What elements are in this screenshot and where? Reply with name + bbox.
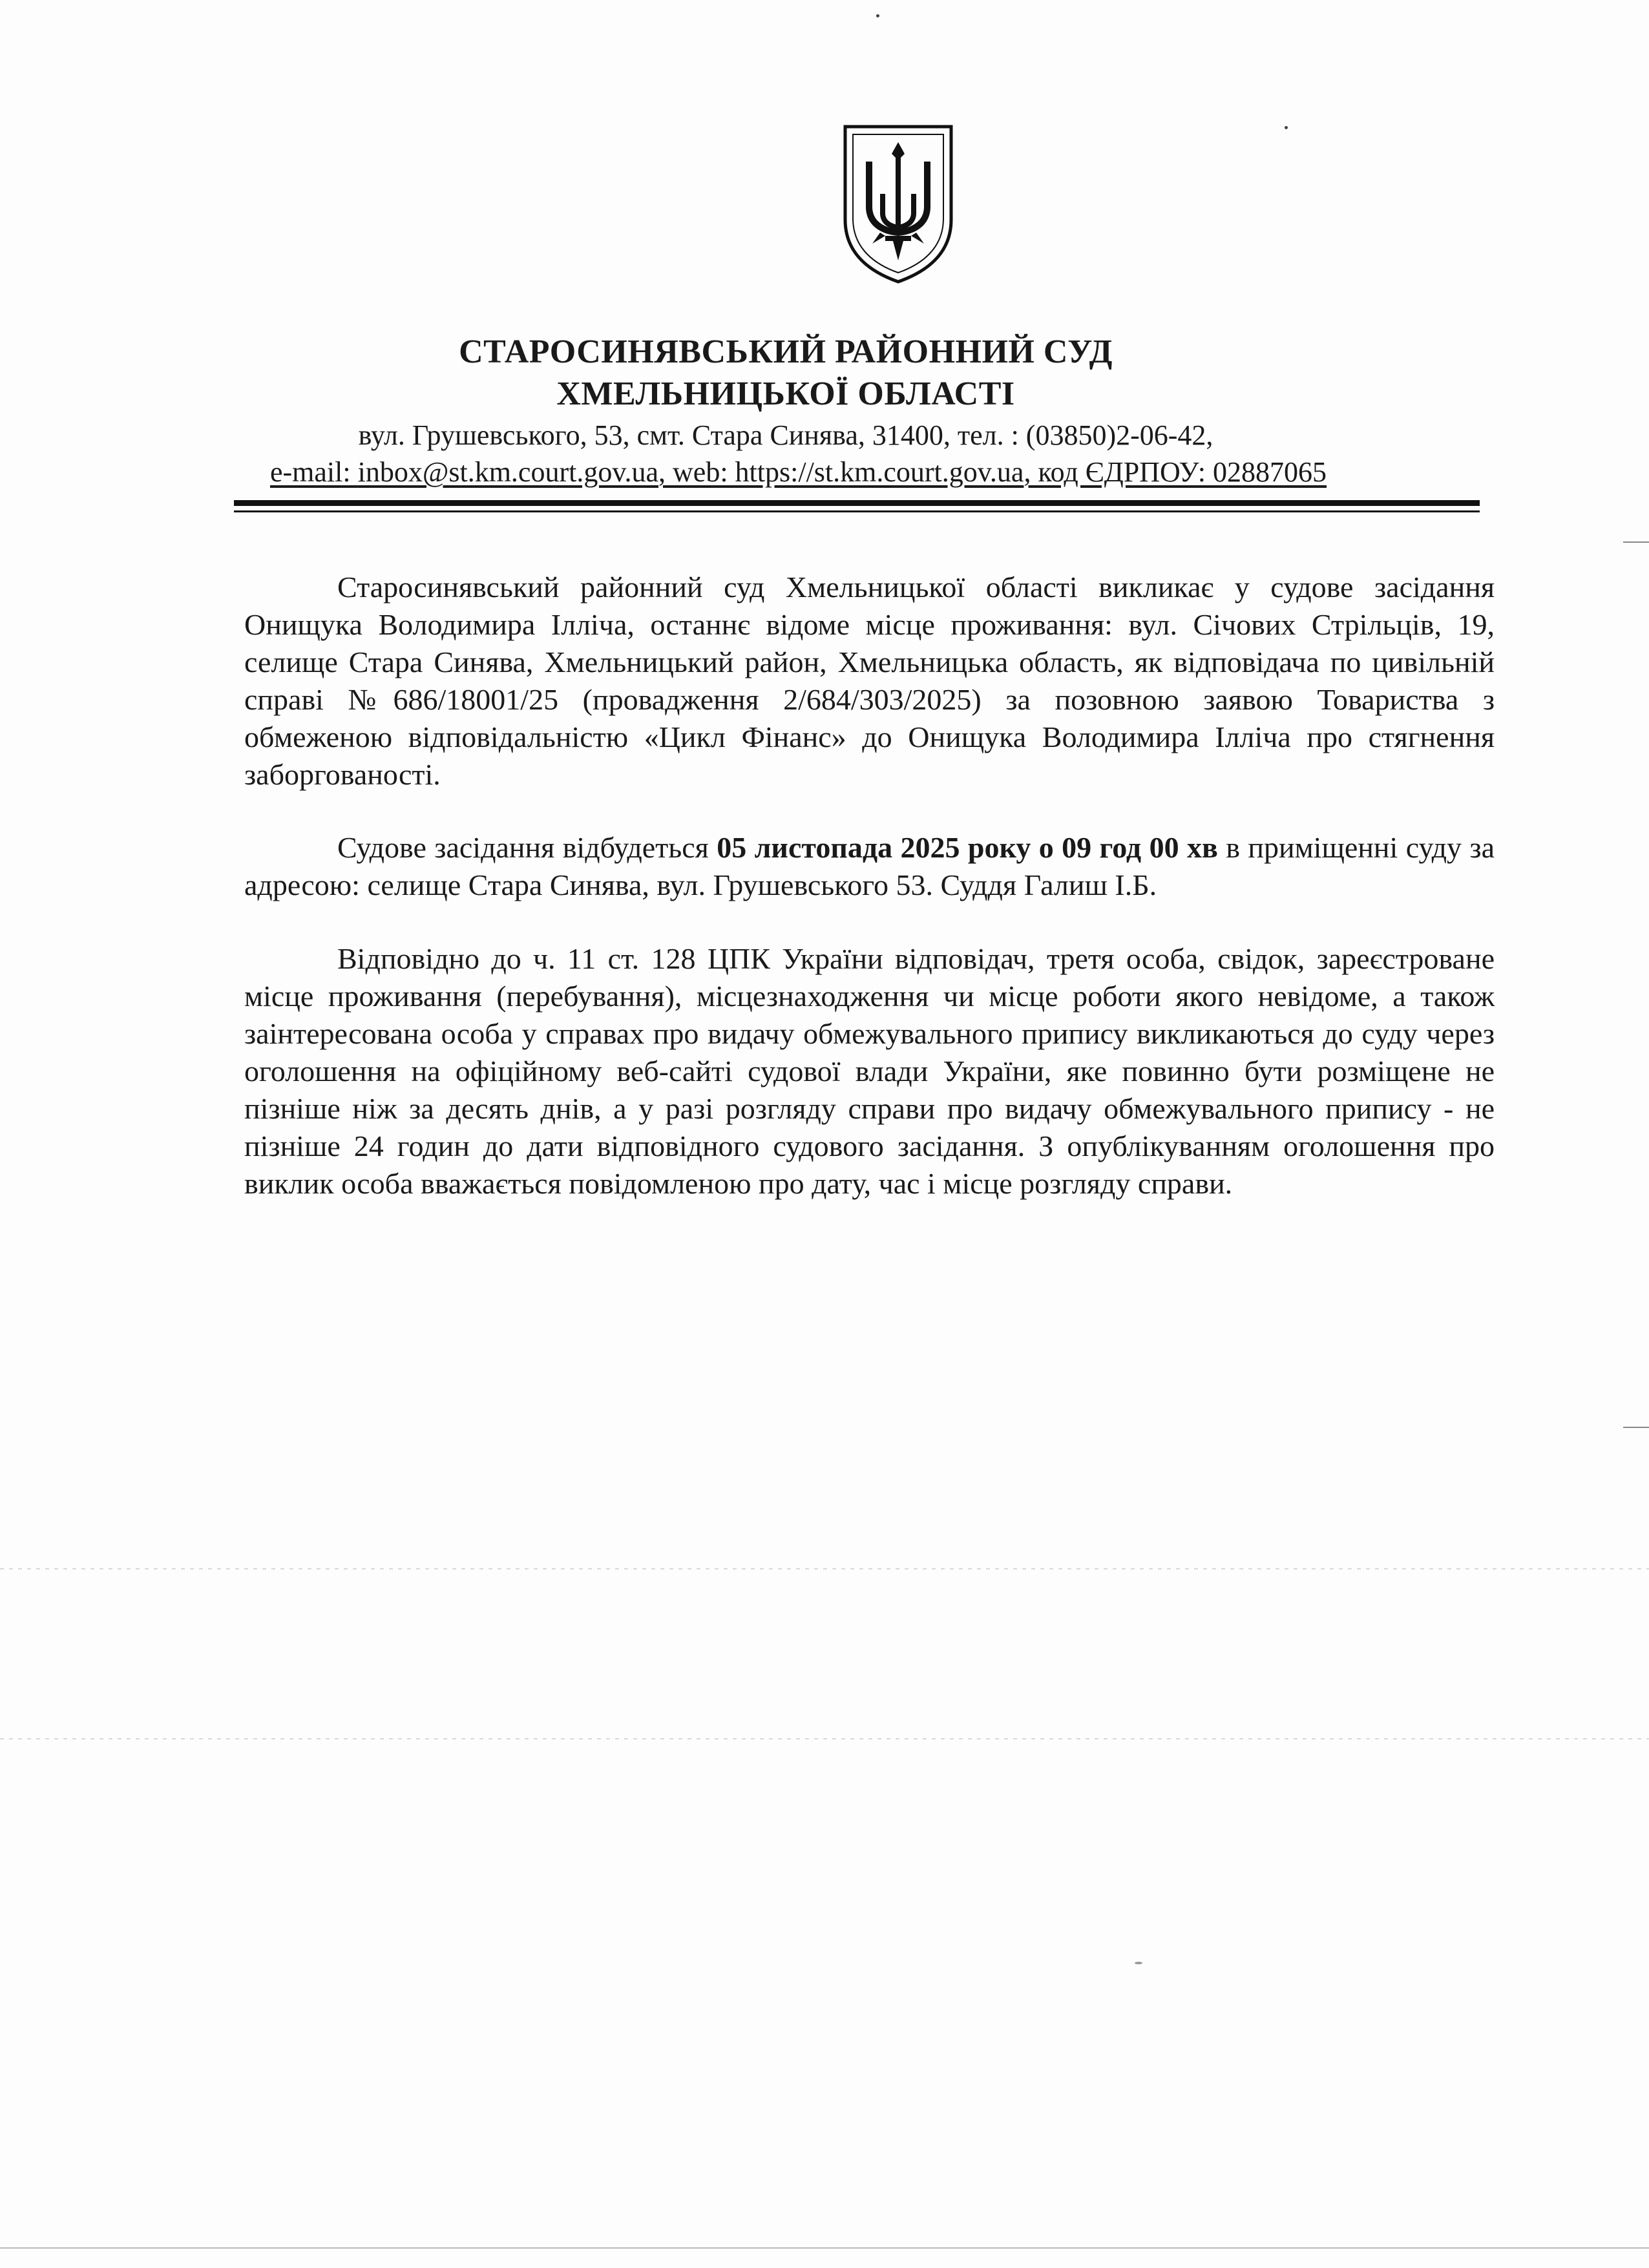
- web-link[interactable]: https://st.km.court.gov.ua: [735, 456, 1024, 488]
- scan-artifact-line: [0, 1568, 1649, 1570]
- email-link[interactable]: inbox@st.km.court.gov.ua: [357, 456, 659, 488]
- hearing-location: в приміщенні суду за адресою: селище Стара Синява, вул. Грушевського 53. Суддя Галиш І.Б.: [244, 831, 1495, 901]
- court-name-line2: ХМЕЛЬНИЦЬКОЇ ОБЛАСТІ: [556, 375, 1015, 412]
- legal-basis-text: Відповідно до ч. 11 ст. 128 ЦПК України відповідач, третя особа, свідок, зареєстроване місце проживання (перебування), місцезнаходження чи місце роботи якого невідоме, а також заінтересована особа у справах про видачу обмежувального припису викликаються до суду через оголошення на офіційному веб-сайті судової влади України, яке повинно бути розміщене не пізніше ніж за десять днів, а у разі розгляду справи про видачу обмежувального припису - не пізніше 24 годин до дати відповідного судового засідання. З опублікуванням оголошення про виклик особа вважається повідомленою про дату, час і місце розгляду справи.: [244, 942, 1495, 1200]
- margin-mark: [1623, 541, 1649, 543]
- scan-speck: [876, 14, 879, 17]
- scan-speck: [1285, 126, 1288, 129]
- scan-speck: [1135, 1962, 1142, 1964]
- hearing-text: [244, 829, 1495, 904]
- hearing-datetime: 05 листопада 2025 року о 09 год 00 хв: [717, 831, 1218, 864]
- edrpou-code: , код ЄДРПОУ: 02887065: [1024, 456, 1327, 488]
- email-label: e-mail:: [270, 456, 358, 488]
- court-contacts: [270, 456, 1327, 488]
- court-address: вул. Грушевського, 53, смт. Стара Синява, 31400, тел. : (03850)2-06-42,: [358, 419, 1213, 451]
- scan-artifact-line: [0, 1738, 1649, 1739]
- web-label: , web:: [658, 456, 735, 488]
- legal-basis-paragraph: [244, 940, 1495, 1202]
- summons-text: Старосинявський районний суд Хмельницької області викликає у судове засідання Онищука Володимира Ілліча, останнє відоме місце проживання: вул. Січових Стрільців, 19, селище Стара Синява, Хмельницький район, Хмельницька область, як відповідача по цивільній справі №686/18001/25 (провадження 2/684/303/2025) за позовною заявою Товариства з обмеженою відповідальністю «Цикл Фінанс» до Онищука Володимира Ілліча про стягнення заборгованості.: [244, 571, 1495, 791]
- court-name-line1: СТАРОСИНЯВСЬКИЙ РАЙОННИЙ СУД: [459, 333, 1113, 370]
- scan-artifact-line: [0, 2247, 1649, 2249]
- header-divider-thick: [234, 500, 1480, 506]
- trident-coat-of-arms-icon: [840, 123, 956, 284]
- hearing-intro: Судове засідання відбудеться: [337, 831, 717, 864]
- summons-paragraph: [244, 569, 1495, 793]
- hearing-paragraph: [244, 829, 1495, 904]
- header-divider-thin: [234, 510, 1480, 512]
- margin-mark: [1623, 1427, 1649, 1428]
